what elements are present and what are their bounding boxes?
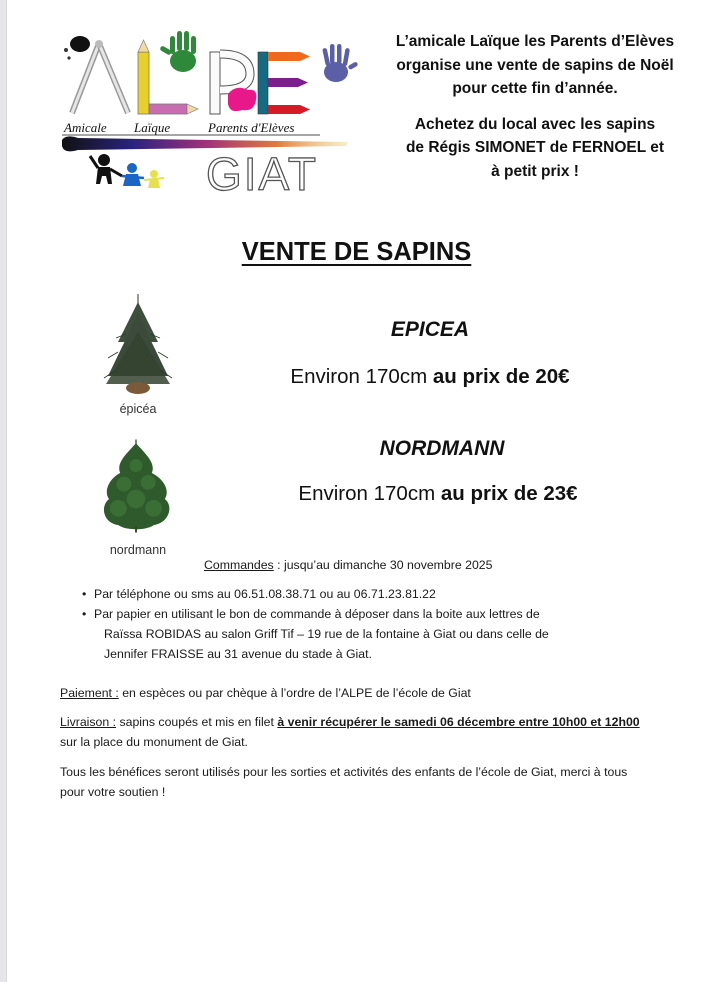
epicea-image bbox=[98, 292, 178, 405]
order-method-paper bbox=[82, 604, 702, 664]
epicea-caption: épicéa bbox=[119, 402, 157, 416]
intro-line: Achetez du local avec les sapins bbox=[414, 115, 656, 133]
svg-text:GIAT: GIAT bbox=[206, 148, 318, 196]
orders-label: Commandes bbox=[204, 558, 274, 572]
page-title-text: VENTE DE SAPINS bbox=[241, 238, 472, 266]
orders-text: : jusqu’au dimanche 30 novembre 2025 bbox=[273, 558, 493, 572]
nordmann-caption: nordmann bbox=[109, 543, 167, 557]
delivery-location: sur la place du monument de Giat. bbox=[60, 735, 248, 749]
intro-line: organise une vente de sapins de Noël bbox=[396, 56, 674, 74]
alpe-logo bbox=[58, 28, 358, 196]
delivery-label: Livraison : bbox=[60, 715, 117, 729]
bullet-text: Par papier en utilisant le bon de commande à déposer dans la boite aux lettres de bbox=[94, 607, 540, 621]
svg-text:Amicale: Amicale bbox=[64, 120, 107, 135]
delivery-info bbox=[60, 712, 710, 752]
price-value: au prix de 20€ bbox=[432, 365, 570, 388]
payment-label: Paiement : bbox=[60, 686, 119, 700]
svg-text:Laïque: Laïque bbox=[134, 120, 171, 135]
alpe-logo-graphic bbox=[58, 28, 358, 196]
spruce-tree-icon bbox=[98, 292, 178, 400]
price-value: au prix de 23€ bbox=[440, 482, 578, 505]
bullet-text: Par téléphone ou sms au 06.51.08.38.71 ou au 06.71.23.81.22 bbox=[94, 587, 436, 601]
nordmann-image bbox=[96, 434, 176, 543]
page-edge bbox=[0, 0, 7, 982]
price-prefix: Environ 170cm bbox=[290, 365, 433, 388]
payment-text: en espèces ou par chèque à l’ordre de l’ALPE de l’école de Giat bbox=[118, 686, 471, 700]
intro-line: à petit prix ! bbox=[491, 162, 579, 180]
intro-line: pour cette fin d’année. bbox=[452, 80, 618, 97]
page-title bbox=[0, 238, 713, 267]
fir-tree-icon bbox=[96, 434, 176, 538]
closing-line: Tous les bénéfices seront utilisés pour les sorties et activités des enfants de l’école de Giat, merci à tous bbox=[60, 765, 628, 779]
tree-price-epicea bbox=[220, 365, 640, 389]
orders-deadline bbox=[204, 555, 492, 575]
intro-text bbox=[372, 30, 698, 183]
order-method-phone bbox=[82, 584, 702, 604]
payment-info bbox=[60, 683, 471, 703]
delivery-text: sapins coupés et mis en filet bbox=[116, 715, 278, 729]
svg-text:Parents d'Elèves: Parents d'Elèves bbox=[208, 120, 295, 135]
tree-price-nordmann bbox=[228, 482, 648, 506]
bullet-continuation: Raïssa ROBIDAS au salon Griff Tif – 19 rue de la fontaine à Giat ou dans celle de bbox=[104, 627, 549, 641]
intro-line: L’amicale Laïque les Parents d’Elèves bbox=[395, 33, 675, 50]
price-prefix: Environ 170cm bbox=[298, 482, 441, 505]
order-methods bbox=[82, 584, 702, 664]
tree-name-epicea: EPICEA bbox=[390, 318, 470, 341]
bullet-continuation: Jennifer FRAISSE au 31 avenue du stade à Giat. bbox=[104, 647, 372, 661]
closing-text bbox=[60, 762, 710, 802]
delivery-pickup: à venir récupérer le samedi 06 décembre entre 10h00 et 12h00 bbox=[277, 715, 640, 729]
intro-line: de Régis SIMONET de FERNOEL et bbox=[405, 139, 665, 156]
closing-line: pour votre soutien ! bbox=[60, 785, 166, 799]
tree-name-nordmann: NORDMANN bbox=[379, 437, 505, 460]
